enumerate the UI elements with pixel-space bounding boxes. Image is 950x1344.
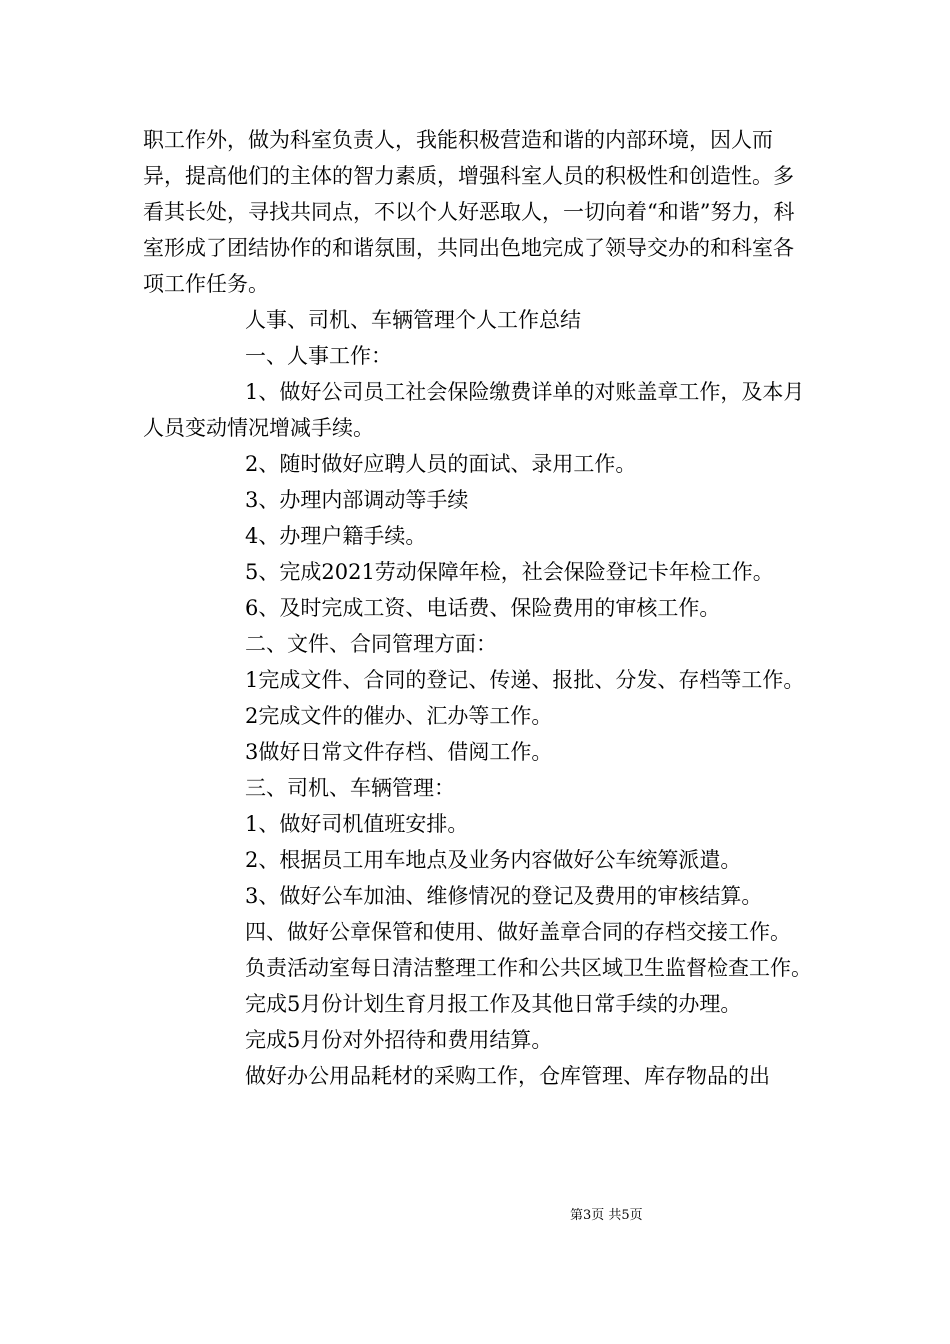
heading-seals: 四、做好公章保管和使用、做好盖章合同的存档交接工作。 [245, 920, 791, 944]
body-text [143, 122, 813, 1094]
item-personnel-2: 2、随时做好应聘人员的面试、录用工作。 [245, 452, 637, 476]
item-family-planning: 完成5月份计划生育月报工作及其他日常手续的办理。 [245, 992, 742, 1016]
item-personnel-5: 5、完成2021劳动保障年检，社会保险登记卡年检工作。 [245, 560, 774, 584]
item-personnel-4: 4、办理户籍手续。 [245, 524, 427, 548]
item-vehicles-2: 2、根据员工用车地点及业务内容做好公车统筹派遣。 [245, 848, 742, 872]
item-activity-room: 负责活动室每日清洁整理工作和公共区域卫生监督检查工作。 [245, 956, 812, 980]
item-personnel-1: 1、做好公司员工社会保险缴费详单的对账盖章工作，及本月人员变动情况增减手续。 [143, 380, 805, 440]
page-number: 第3页 共5页 [570, 1208, 643, 1223]
paragraph-1: 职工作外，做为科室负责人，我能积极营造和谐的内部环境，因人而异，提高他们的主体的智力素质，增强科室人员的积极性和创造性。多看其长处，寻找共同点，不以个人好恶取人，一切向着“和谐”努力，科室形成了团结协作的和谐氛围，共同出色地完成了领导交办的和科室各项工作任务。 [143, 128, 795, 296]
item-office-supplies: 做好办公用品耗材的采购工作，仓库管理、库存物品的出 [245, 1064, 770, 1088]
item-reception: 完成5月份对外招待和费用结算。 [245, 1028, 553, 1052]
item-documents-2: 2完成文件的催办、汇办等工作。 [245, 704, 553, 728]
item-documents-1: 1完成文件、合同的登记、传递、报批、分发、存档等工作。 [245, 668, 805, 692]
section-title: 人事、司机、车辆管理个人工作总结 [245, 308, 581, 332]
item-vehicles-1: 1、做好司机值班安排。 [245, 812, 469, 836]
heading-personnel: 一、人事工作： [245, 344, 392, 368]
heading-documents: 二、文件、合同管理方面： [245, 632, 497, 656]
heading-vehicles: 三、司机、车辆管理： [245, 776, 455, 800]
page-footer [0, 1204, 950, 1223]
item-vehicles-3: 3、做好公车加油、维修情况的登记及费用的审核结算。 [245, 884, 763, 908]
item-personnel-3: 3、办理内部调动等手续 [245, 488, 469, 512]
item-personnel-6: 6、及时完成工资、电话费、保险费用的审核工作。 [245, 596, 721, 620]
item-documents-3: 3做好日常文件存档、借阅工作。 [245, 740, 553, 764]
